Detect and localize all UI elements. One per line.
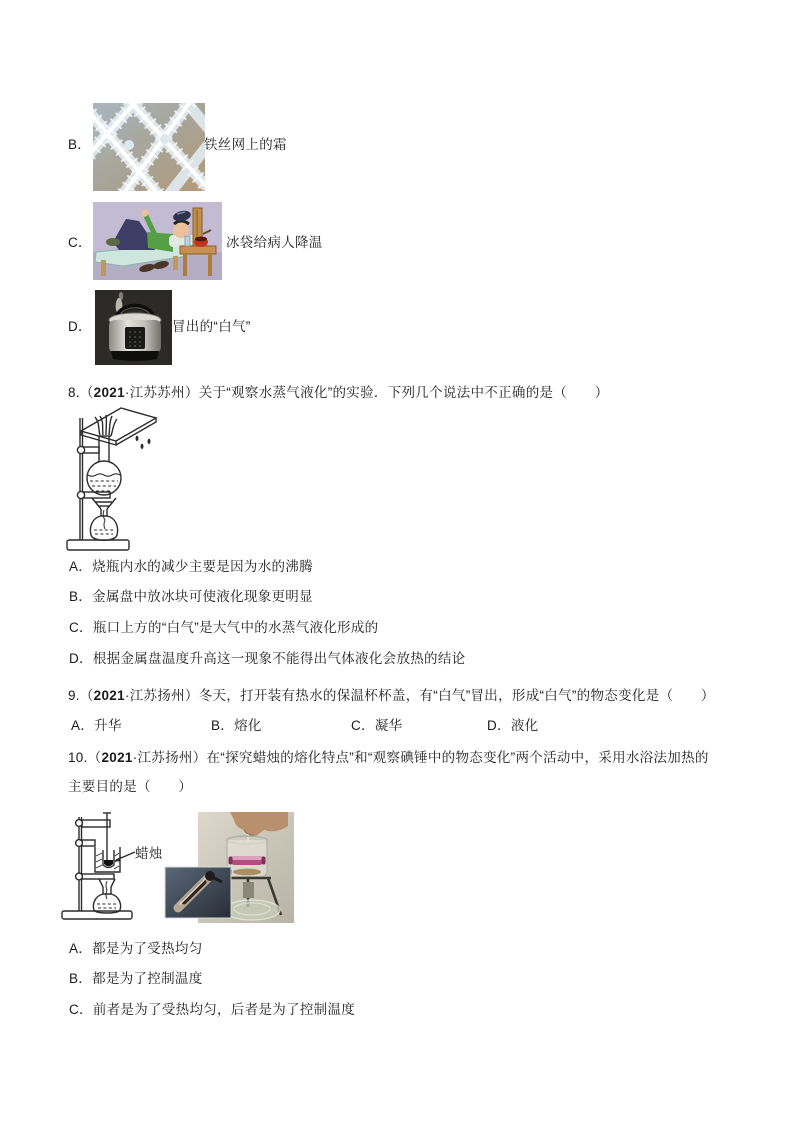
q8-liquefaction-apparatus-diagram (66, 403, 161, 555)
q9-option-c: C．凝华 (351, 718, 403, 733)
q10-year: 2021 (101, 750, 133, 765)
prev-option-d-caption: 冒出的“白气” (172, 319, 251, 334)
q9-number: 9.（ (68, 688, 94, 703)
q8-option-c: C．瓶口上方的“白气”是大气中的水蒸气液化形成的 (69, 620, 379, 635)
q8-number: 8.（ (68, 385, 94, 400)
q8-stem (68, 384, 609, 401)
q8-text: ·江苏苏州）关于“观察水蒸气液化”的实验．下列几个说法中不正确的是（ ） (124, 385, 609, 400)
q10-diagram-label-candle: 蜡烛 (135, 846, 163, 861)
frost-on-wire-mesh-photo (93, 103, 205, 191)
q9-year: 2021 (93, 688, 125, 703)
q10-iodine-tube-photo (164, 812, 294, 923)
prev-option-b-label: B． (68, 137, 92, 152)
q8-option-d: D．根据金属盘温度升高这一现象不能得出气体液化会放热的结论 (69, 651, 466, 666)
q10-option-b: B．都是为了控制温度 (69, 971, 203, 986)
q10-stem-line2: 主要目的是（ ） (68, 779, 193, 794)
q9-option-a: A．升华 (71, 718, 122, 733)
q10-option-a: A．都是为了受热均匀 (69, 941, 203, 956)
q9-option-d: D．液化 (487, 718, 539, 733)
prev-option-c-caption: 冰袋给病人降温 (226, 235, 323, 250)
q10-stem-line1 (68, 749, 709, 766)
q9-option-b: B．熔化 (211, 718, 262, 733)
q8-option-b: B．金属盘中放冰块可使液化现象更明显 (69, 589, 313, 604)
q10-option-c: C．前者是为了受热均匀，后者是为了控制温度 (69, 1002, 356, 1017)
prev-option-d-label: D． (68, 319, 92, 334)
q9-text: ·江苏扬州）冬天，打开装有热水的保温杯杯盖，有“白气”冒出，形成“白气”的物态变化是（ ） (124, 688, 715, 703)
prev-option-c-label: C． (68, 235, 92, 250)
q10-text: ·江苏扬州）在“探究蜡烛的熔化特点”和“观察碘锤中的物态变化”两个活动中，采用水浴法加热的 (132, 750, 709, 765)
q10-water-bath-diagram (58, 812, 136, 922)
q8-year: 2021 (93, 385, 125, 400)
ice-bag-patient-cartoon (93, 202, 222, 280)
q9-stem (68, 687, 715, 704)
pressure-cooker-photo (95, 290, 172, 365)
q10-number: 10.（ (68, 750, 102, 765)
q8-option-a: A．烧瓶内水的减少主要是因为水的沸腾 (69, 559, 313, 574)
prev-option-b-caption: 铁丝网上的霜 (204, 137, 287, 152)
